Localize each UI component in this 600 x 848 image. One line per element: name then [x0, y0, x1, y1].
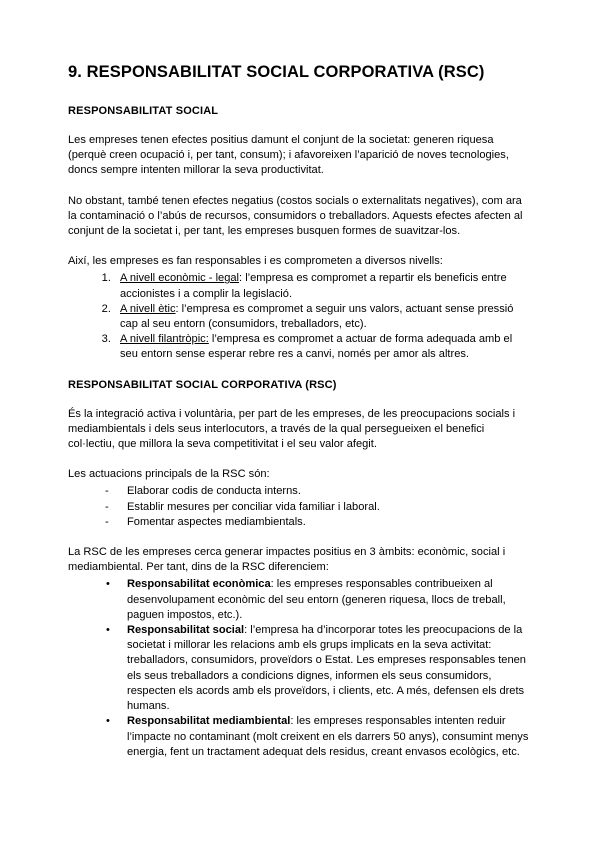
scope-text: : l’empresa ha d’incorporar totes les preocupacions de la societat i millorar les relacions amb els grups implicats en la seva activitat: treballadors, consumidors, proveïdors o Estat. Les empreses responsables tenen els seus treballadors a condicions dignes, informen els seus consumidors, respecten els acords amb els proveïdors, i clients, etc. A més, defensen els drets humans.: [127, 624, 526, 713]
section-heading-rsc: RESPONSABILITAT SOCIAL CORPORATIVA (RSC): [68, 378, 337, 391]
level-lead-suffix: :: [239, 272, 243, 285]
scope-text: : les empreses responsables intenten reduir l’impacte no contaminant (molt creixent en els darrers 50 anys), consumint menys energia, fent un tractament adequat dels residus, creant envasos ecològics, etc.: [127, 715, 529, 758]
list-item: [105, 623, 533, 714]
list-ambits-rsc: [68, 577, 533, 759]
level-lead-suffix: :: [175, 302, 179, 315]
paragraph-definicio-rsc: És la integració activa i voluntària, per part de les empreses, de les preocupacions socials i mediambientals i dels seus interlocutors, a través de la qual persegueixen el benefici col·lectiu, que millora la seva competitivitat i el seu valor afegit.: [68, 407, 516, 451]
page-title: 9. RESPONSABILITAT SOCIAL CORPORATIVA (RSC): [68, 63, 485, 81]
level-lead-label: A nivell econòmic - legal: [120, 272, 240, 285]
section-heading-responsabilitat-social: RESPONSABILITAT SOCIAL: [68, 105, 219, 117]
list-item: - Elaborar codis de conducta interns.: [105, 484, 533, 499]
scope-lead-label: Responsabilitat mediambiental: [127, 715, 291, 728]
level-lead-label: A nivell filantròpic:: [120, 333, 209, 346]
list-item: - Fomentar aspectes mediambientals.: [105, 515, 533, 530]
list-actuacions-rsc: [68, 484, 533, 530]
paragraph-actuacions-intro: Les actuacions principals de la RSC són:: [68, 468, 270, 481]
scope-text: : les empreses responsables contribueixen al desenvolupament econòmic del seu entorn (generen riquesa, llocs de treball, paguen impostos, etc.).: [127, 578, 506, 621]
scope-lead-label: Responsabilitat econòmica: [127, 578, 271, 591]
list-nivells-responsabilitat: [68, 271, 533, 362]
level-text: l’empresa es compromet a repartir els beneficis entre accionistes i a complir la legislació.: [120, 272, 507, 300]
level-lead-label: A nivell ètic: [120, 302, 176, 315]
paragraph-efectes-positius: Les empreses tenen efectes positius damunt el conjunt de la societat: generen riquesa (perquè creen ocupació i, per tant, consum); i afavoreixen l’aparició de noves tecnologies, doncs sempre intenten millorar la seva productivitat.: [68, 134, 509, 177]
list-item: [105, 577, 533, 623]
list-item: [114, 271, 533, 301]
level-text: l’empresa es compromet a actuar de forma adequada amb el seu entorn sense esperar rebre res a canvi, només per amor als altres.: [120, 333, 513, 361]
list-item: [105, 714, 533, 760]
list-item: - Establir mesures per conciliar vida familiar i laboral.: [105, 500, 533, 515]
paragraph-ambits-intro: La RSC de les empreses cerca generar impactes positius en 3 àmbits: econòmic, social i mediambiental. Per tant, dins de la RSC diferenciem:: [68, 546, 506, 574]
list-item: [114, 302, 533, 332]
level-text: l’empresa es compromet a seguir uns valors, actuant sense pressió cap al seu entorn (consumidors, treballadors, etc).: [120, 302, 514, 331]
paragraph-efectes-negatius: No obstant, també tenen efectes negatius (costos socials o externalitats negatives), com ara la contaminació o l’abús de recursos, consumidors o treballadors. Aquests efectes afecten al conjunt de la societat i, per tant, les empreses busquen formes de suavitzar-los.: [68, 194, 523, 238]
list-item: [114, 332, 533, 362]
scope-lead-label: Responsabilitat social: [127, 624, 245, 637]
paragraph-nivells-intro: Així, les empreses es fan responsables i es comprometen a diversos nivells:: [68, 255, 443, 268]
